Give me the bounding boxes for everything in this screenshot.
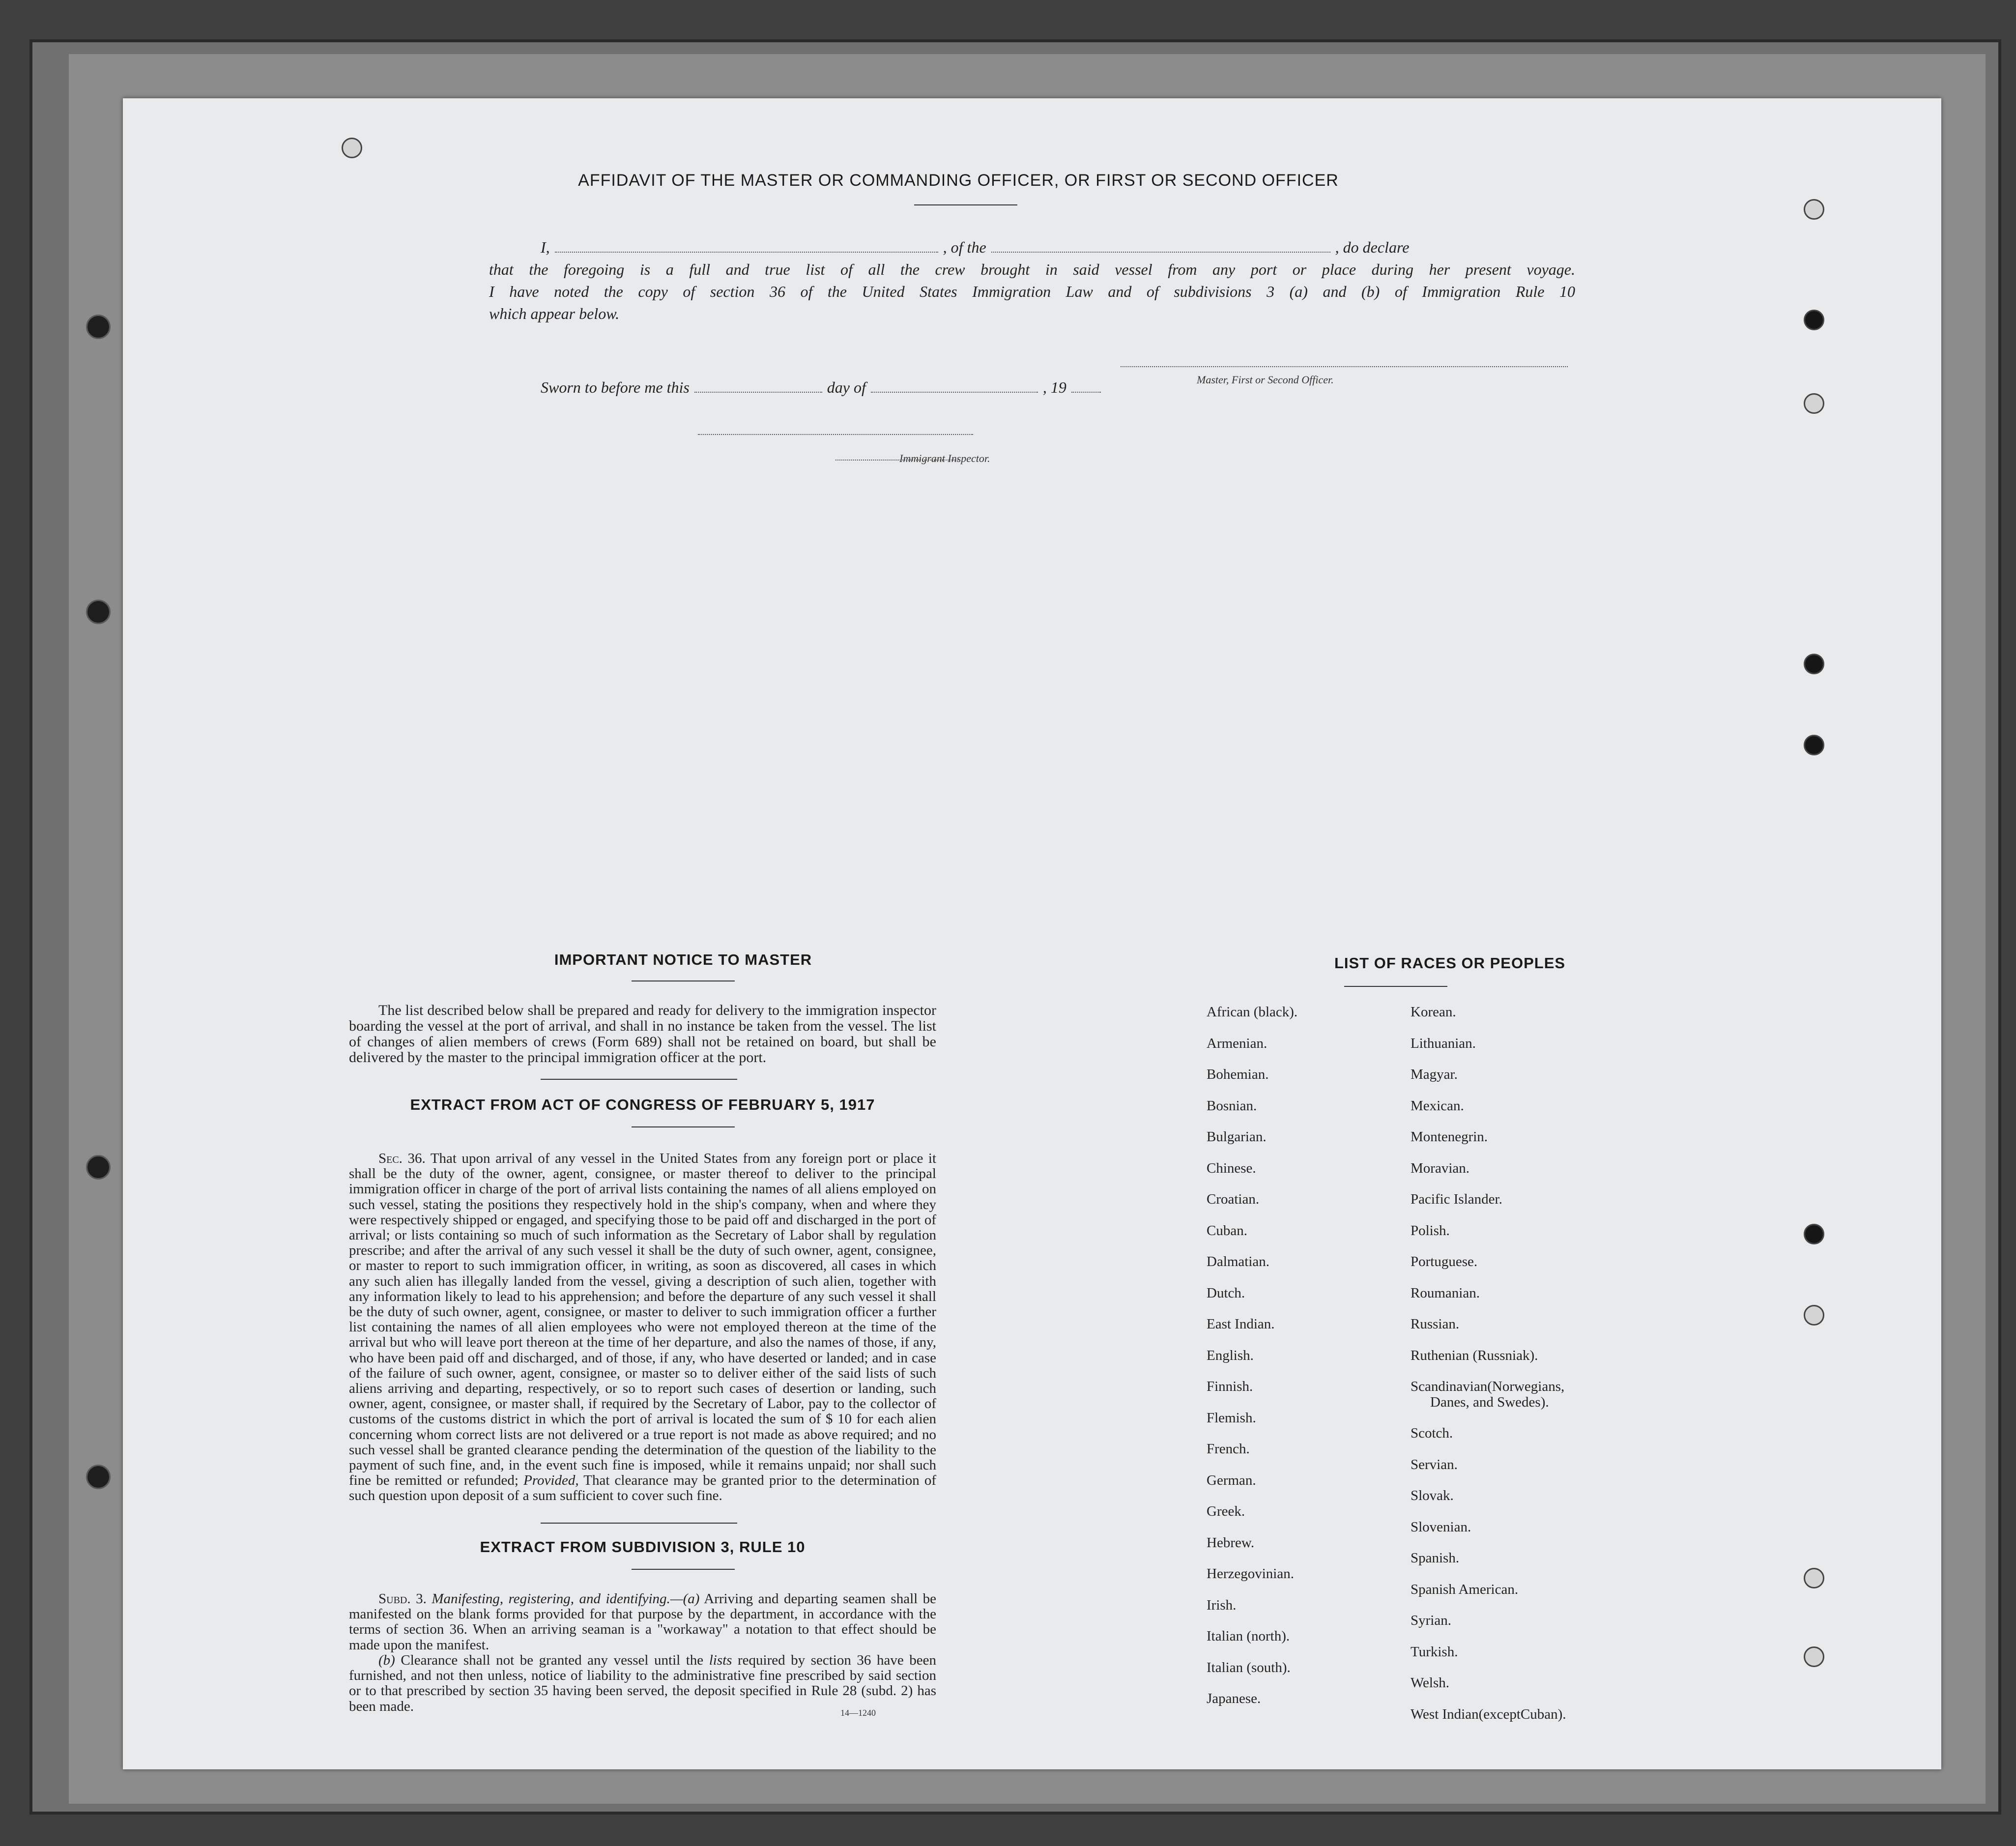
- race-item: Bosnian.: [1207, 1097, 1257, 1114]
- race-item: Bulgarian.: [1207, 1129, 1267, 1145]
- affidavit-title: AFFIDAVIT OF THE MASTER OR COMMANDING OFFICER, OR FIRST OR SECOND OFFICER: [578, 171, 1339, 190]
- punch-hole: [1804, 1646, 1824, 1667]
- races-column-2: [1411, 1004, 1627, 1737]
- divider: [632, 1569, 735, 1570]
- divider: [632, 1126, 735, 1127]
- race-item: Roumanian.: [1411, 1285, 1480, 1301]
- affidavit-line-1: [541, 238, 1573, 257]
- subdivision-b-text-1: Clearance shall not be granted any vessel until the: [401, 1652, 704, 1668]
- subdivision-a-text: Arriving and departing seamen shall be manifested on the blank forms provided for that purpose by the department, in accordance with the terms of section 36. When an arriving seaman is a "workaway" a notation to that effect should be made upon the manifest.: [349, 1591, 937, 1653]
- vessel-blank: [991, 239, 1330, 253]
- punch-hole: [1804, 393, 1824, 414]
- race-item: Croatian.: [1207, 1191, 1260, 1207]
- race-item: Japanese.: [1207, 1691, 1261, 1706]
- race-item: Syrian.: [1411, 1613, 1451, 1628]
- race-item: Flemish.: [1207, 1410, 1256, 1426]
- punch-hole: [342, 138, 362, 158]
- race-item: Dalmatian.: [1207, 1254, 1270, 1269]
- section-label: Sec. 36.: [378, 1151, 426, 1166]
- race-item: Korean.: [1411, 1004, 1456, 1020]
- extract-rule-title: EXTRACT FROM SUBDIVISION 3, RULE 10: [480, 1538, 806, 1556]
- notice-text: The list described below shall be prepared and ready for delivery to the immigration inspector boarding the vessel at the port of arrival, and shall in no instance be taken from the vessel. The list of changes of alien members of crews (Form 689) shall not be retained on board, but shall be delivered by the master to the principal immigration officer at the port.: [349, 1002, 936, 1066]
- punch-hole: [1804, 1224, 1824, 1244]
- binder-hole: [86, 1465, 111, 1489]
- punch-hole: [1804, 310, 1824, 330]
- race-item: Magyar.: [1411, 1067, 1458, 1082]
- race-item: Pacific Islander.: [1411, 1191, 1502, 1207]
- race-item: Russian.: [1411, 1316, 1460, 1332]
- proviso-text: That clearance may be granted prior to the determination of such question upon deposit of a sum sufficient to cover such fine.: [349, 1472, 937, 1504]
- extract-act-text: [349, 1151, 936, 1504]
- race-item: African (black).: [1207, 1004, 1298, 1020]
- race-item: Portuguese.: [1411, 1254, 1478, 1269]
- race-item: Slovenian.: [1411, 1519, 1471, 1535]
- extract-rule-b-text: [349, 1653, 936, 1714]
- race-item: French.: [1207, 1441, 1250, 1457]
- notice-title: IMPORTANT NOTICE TO MASTER: [554, 951, 812, 968]
- sworn-year: , 19: [1042, 378, 1066, 396]
- day-blank: [694, 379, 822, 393]
- race-item: [1411, 1379, 1627, 1425]
- sworn-text: Sworn to before me this: [541, 378, 690, 396]
- affidavit-of-the: , of the: [943, 238, 986, 256]
- subdivision-heading: Manifesting, registering, and identifying.—(a): [432, 1591, 700, 1607]
- affidavit-line-4: which appear below.: [489, 305, 620, 322]
- race-item: Spanish American.: [1411, 1581, 1519, 1597]
- race-item: Bohemian.: [1207, 1067, 1269, 1082]
- divider: [914, 204, 1017, 205]
- sworn-line: [541, 378, 1106, 397]
- race-item: Finnish.: [1207, 1379, 1253, 1394]
- race-item: Greek.: [1207, 1503, 1245, 1519]
- year-blank: [1071, 379, 1101, 393]
- race-item: Scotch.: [1411, 1425, 1453, 1441]
- binder-hole: [86, 600, 111, 624]
- punch-hole: [1804, 199, 1824, 220]
- race-item: English.: [1207, 1347, 1254, 1363]
- race-item: Herzegovinian.: [1207, 1566, 1294, 1582]
- race-item: Polish.: [1411, 1222, 1450, 1239]
- race-item: Italian (north).: [1207, 1628, 1290, 1644]
- races-title: LIST OF RACES OR PEOPLES: [1334, 954, 1566, 972]
- race-item: Slovak.: [1411, 1488, 1454, 1503]
- provided-word: Provided,: [523, 1472, 579, 1489]
- race-item: Irish.: [1207, 1597, 1237, 1613]
- race-item: Welsh.: [1411, 1675, 1450, 1691]
- binder-hole: [86, 1155, 111, 1180]
- divider: [1344, 986, 1447, 987]
- race-item: Hebrew.: [1207, 1534, 1255, 1551]
- extract-act-title: EXTRACT FROM ACT OF CONGRESS OF FEBRUARY 5, 1917: [410, 1096, 875, 1113]
- race-item: German.: [1207, 1472, 1256, 1488]
- section-36-body: That upon arrival of any vessel in the United States from any foreign port or place it shall be the duty of the owner, agent, consignee, or master thereof to deliver to the principal immigration officer in charge of the port of arrival lists containing the names of all aliens employed on such vessel, stating the positions they respectively hold in the ship's company, when and where they were respectively shipped or engaged, and specifying those to be paid off and discharged in the port of arrival; or lists containing so much of such information as the Secretary of Labor shall by regulation prescribe; and after the arrival of any such vessel it shall be the duty of such owner, agent, consignee, or master to report to such immigration officer, in writing, as soon as discovered, all cases in which any such alien has illegally landed from the vessel, giving a description of such alien, together with any information likely to lead to his apprehension; and before the departure of any such vessel it shall be the duty of such owner, agent, consignee, or master to deliver to such immigration officer a further list containing the names of all alien employees who were not employed thereon at the time of the arrival but who will leave port thereon at the time of her departure, and also the names of those, if any, who have been paid off and discharged, and of those, if any, who have deserted or landed; and in case of the failure of such owner, agent, consignee, or master so to deliver either of the said lists of such aliens arriving and departing, respectively, or so to report such cases of desertion or landing, such owner, agent, consignee, or master shall, if required by the Secretary of Labor, pay to the collector of customs of the customs district in which the port of arrival is located the sum of $ 10 for each alien concerning whom correct lists are not delivered or a true report is not made as above required; and no such vessel shall be granted clearance pending the determination of the question of the liability to the payment of such fine, and, in the event such fine is imposed, while it remains unpaid; nor shall such fine be remitted or refunded;: [349, 1151, 937, 1489]
- master-signature-line: [1121, 366, 1568, 367]
- divider: [541, 1079, 737, 1080]
- lists-word: lists: [709, 1652, 732, 1668]
- affidavit-line-3: I have noted the copy of section 36 of the United States Immigration Law and of subdivisions 3 (a) and (b) of Immigration Rule 10: [489, 283, 1575, 300]
- inspector-line-upper: [698, 434, 973, 435]
- punch-hole: [1804, 1305, 1824, 1326]
- race-item: Servian.: [1411, 1456, 1458, 1472]
- binder-hole: [86, 315, 111, 339]
- race-item: Lithuanian.: [1411, 1035, 1476, 1051]
- punch-hole: [1804, 1568, 1824, 1588]
- races-column-1: [1207, 1004, 1403, 1722]
- race-item: Spanish.: [1411, 1550, 1460, 1566]
- subdivision-b-label: (b): [378, 1652, 395, 1668]
- punch-hole: [1804, 654, 1824, 674]
- race-item: Chinese.: [1207, 1160, 1256, 1176]
- race-item: Cuban.: [1207, 1222, 1247, 1239]
- inspector-caption: Immigrant Inspector.: [899, 452, 990, 464]
- race-item: Mexican.: [1411, 1097, 1464, 1114]
- race-item: Ruthenian (Russniak).: [1411, 1347, 1538, 1363]
- extract-rule-text: [349, 1591, 936, 1653]
- document-sheet: [123, 98, 1941, 1769]
- race-item: Moravian.: [1411, 1160, 1469, 1176]
- race-item: West Indian(exceptCuban).: [1411, 1706, 1566, 1722]
- race-item: Armenian.: [1207, 1035, 1267, 1051]
- affidavit-i: I,: [541, 238, 550, 256]
- sworn-day: day of: [827, 378, 866, 396]
- race-item: East Indian.: [1207, 1316, 1275, 1332]
- race-item: Turkish.: [1411, 1644, 1458, 1660]
- month-blank: [871, 379, 1038, 393]
- punch-hole: [1804, 735, 1824, 755]
- name-blank: [555, 239, 938, 253]
- affidavit-declare: , do declare: [1335, 238, 1410, 256]
- race-item-line: Danes, and Swedes).: [1430, 1394, 1549, 1410]
- divider: [541, 1523, 737, 1524]
- form-number: 14—1240: [840, 1708, 876, 1718]
- master-caption: Master, First or Second Officer.: [1197, 374, 1334, 386]
- subdivision-b-text-2: required by section 36 have been furnished, and not then unless, notice of liability to the administrative fine prescribed by said section or to that prescribed by section 35 having been served, the deposit specified in Rule 28 (subd. 2) has been made.: [349, 1652, 936, 1714]
- affidavit-line-2: that the foregoing is a full and true list of all the crew brought in said vessel from any port or place during her present voyage.: [489, 260, 1575, 278]
- race-item-line: Scandinavian(Norwegians,: [1411, 1379, 1565, 1394]
- subdivision-label: Subd. 3.: [378, 1591, 427, 1607]
- race-item: Italian (south).: [1207, 1659, 1291, 1675]
- race-item: Montenegrin.: [1411, 1129, 1488, 1145]
- race-item: Dutch.: [1207, 1285, 1245, 1301]
